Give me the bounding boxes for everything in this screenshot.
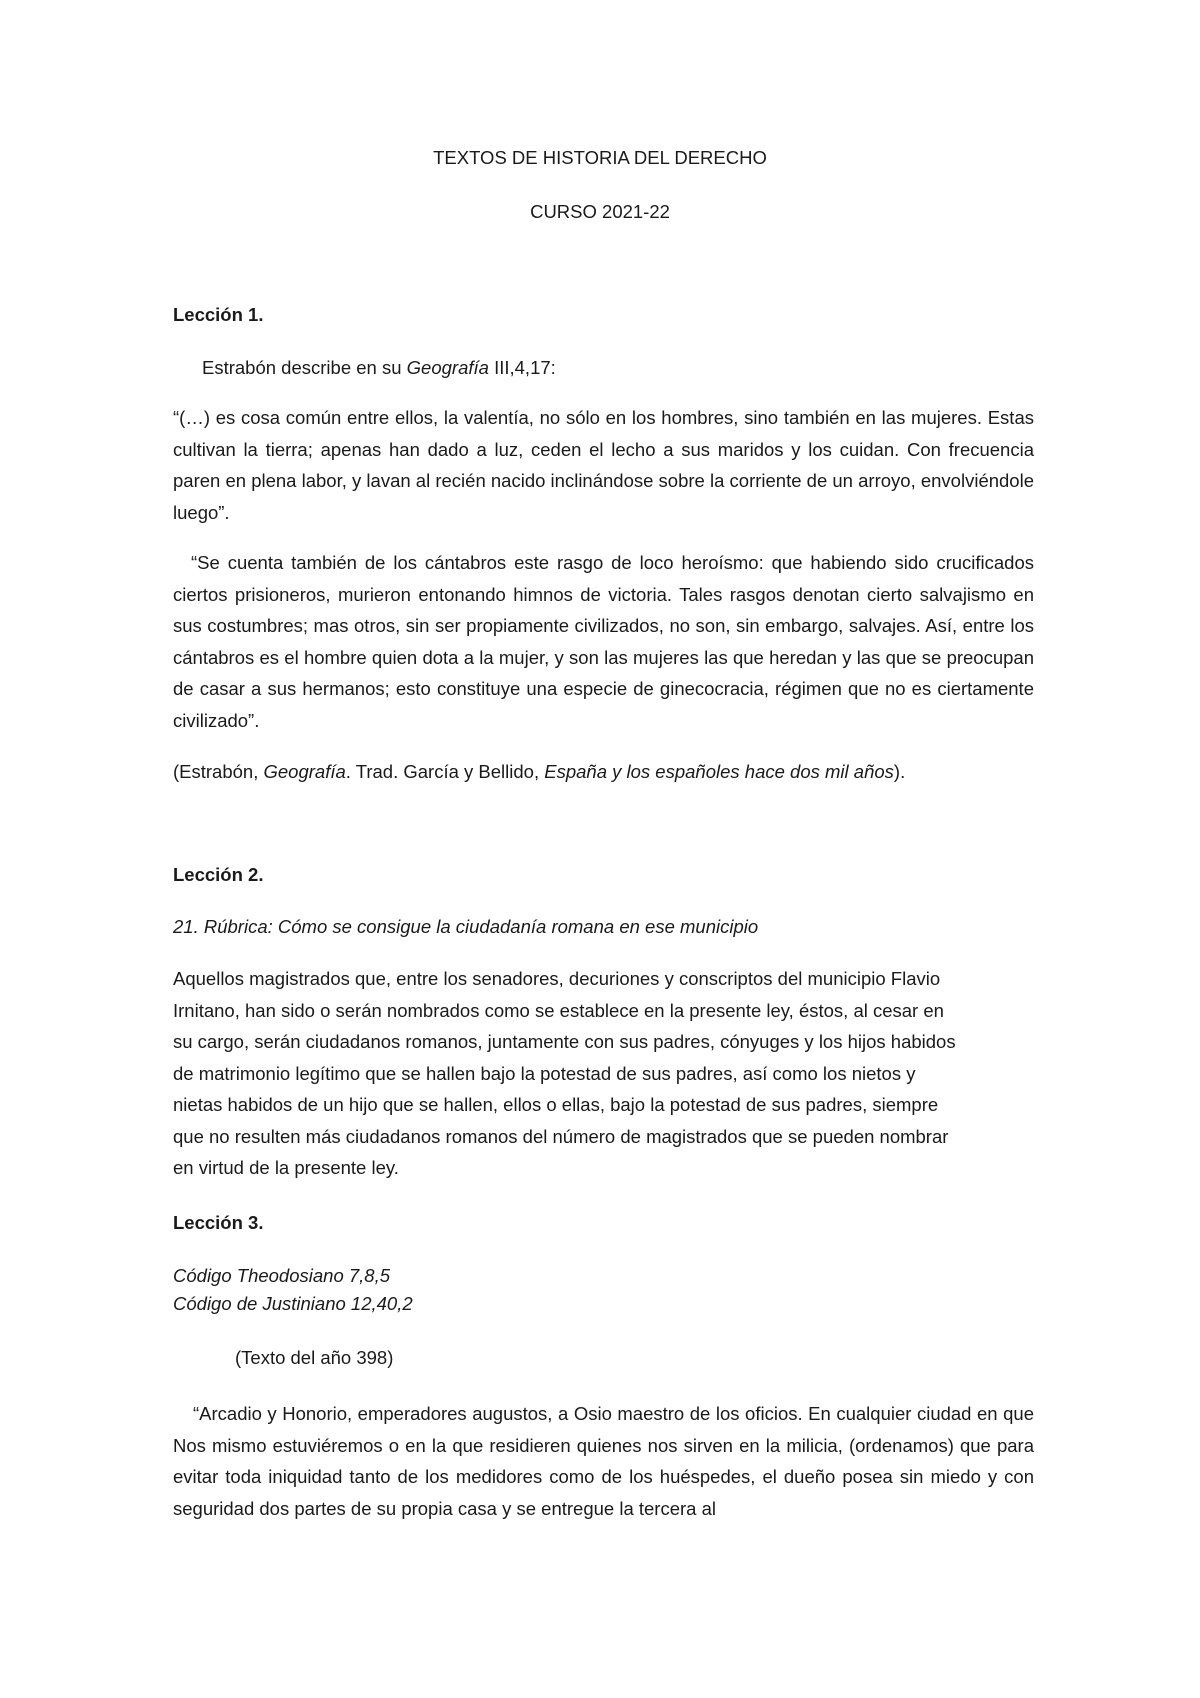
lesson-3-year-note: (Texto del año 398)	[235, 1347, 394, 1368]
lesson-1-quote-2: “Se cuenta también de los cántabros este rasgo de loco heroísmo: que habiendo sido crucificados ciertos prisioneros, murieron entonando himnos de victoria. Tales rasgos denotan cierto salvajismo en sus costumbres; mas otros, sin ser propiamente civilizados, no son, sin embargo, salvajes. Así, entre los cántabros es el hombre quien dota a la mujer, y son las mujeres las que heredan y las que se preocupan de casar a sus hermanos; esto constituye una especie de ginecocracia, régimen que no es ciertamente civilizado”.	[173, 552, 1034, 731]
lesson-3-ref-1	[173, 1263, 390, 1289]
lesson-3-quote: “Arcadio y Honorio, emperadores augustos, a Osio maestro de los oficios. En cualquier ciudad en que Nos mismo estuviéremos o en la que residieren quienes nos sirven en la milicia, (ordenamos) que para evitar toda iniquidad tanto de los medidores como de los huéspedes, el dueño posea sin miedo y con seguridad dos partes de su propia casa y se entregue la tercera al	[173, 1403, 1034, 1519]
source-translation: . Trad. García y Bellido,	[345, 761, 545, 782]
source-close: ).	[893, 761, 906, 782]
lesson-2-line: en virtud de la presente ley.	[173, 1157, 399, 1178]
lesson-2-line: su cargo, serán ciudadanos romanos, juntamente con sus padres, cónyuges y los hijos habidos	[173, 1031, 956, 1052]
lesson-2-line: Aquellos magistrados que, entre los senadores, decuriones y conscriptos del municipio Flavio	[173, 968, 941, 989]
lesson-2-text	[173, 963, 1034, 1184]
ref-theodosian: Código Theodosiano 7,8,5	[173, 1265, 391, 1286]
document-title: TEXTOS DE HISTORIA DEL DERECHO	[433, 147, 767, 168]
lesson-2-line: Irnitano, han sido o serán nombrados como se establece en la presente ley, éstos, al cesar en	[173, 999, 944, 1021]
lesson-2-rubric	[173, 914, 758, 940]
intro-reference: III,4,17:	[488, 357, 556, 378]
rubric-text: 21. Rúbrica: Cómo se consigue la ciudadanía romana en ese municipio	[173, 916, 759, 937]
lesson-3-heading: Lección 3.	[173, 1212, 264, 1233]
ref-justinian: Código de Justiniano 12,40,2	[173, 1293, 413, 1314]
lesson-2-line: de matrimonio legítimo que se hallen bajo la potestad de sus padres, así como los nietos y	[173, 1062, 916, 1084]
lesson-1-source	[173, 759, 905, 785]
lesson-2-line: nietas habidos de un hijo que se hallen, ellos o ellas, bajo la potestad de sus padres, siempre	[173, 1094, 939, 1115]
lesson-2-heading: Lección 2.	[173, 864, 264, 885]
intro-work-title: Geografía	[406, 357, 489, 378]
lesson-1-intro	[202, 355, 556, 381]
source-open: (Estrabón,	[173, 761, 264, 782]
source-work: Geografía	[263, 761, 346, 782]
lesson-3-ref-2	[173, 1291, 413, 1317]
source-book: España y los españoles hace dos mil años	[544, 761, 894, 782]
intro-text: Estrabón describe en su	[202, 357, 407, 378]
course-label: CURSO 2021-22	[530, 201, 670, 222]
lesson-1-heading: Lección 1.	[173, 304, 264, 325]
lesson-2-line: que no resulten más ciudadanos romanos del número de magistrados que se pueden nombrar	[173, 1125, 949, 1147]
lesson-1-quote-1: “(…) es cosa común entre ellos, la valentía, no sólo en los hombres, sino también en las mujeres. Estas cultivan la tierra; apenas han dado a luz, ceden el lecho a sus maridos y los cuidan. Con frecuencia paren en plena labor, y lavan al recién nacido inclinándose sobre la corriente de un arroyo, envolviéndole luego”.	[173, 407, 1034, 523]
